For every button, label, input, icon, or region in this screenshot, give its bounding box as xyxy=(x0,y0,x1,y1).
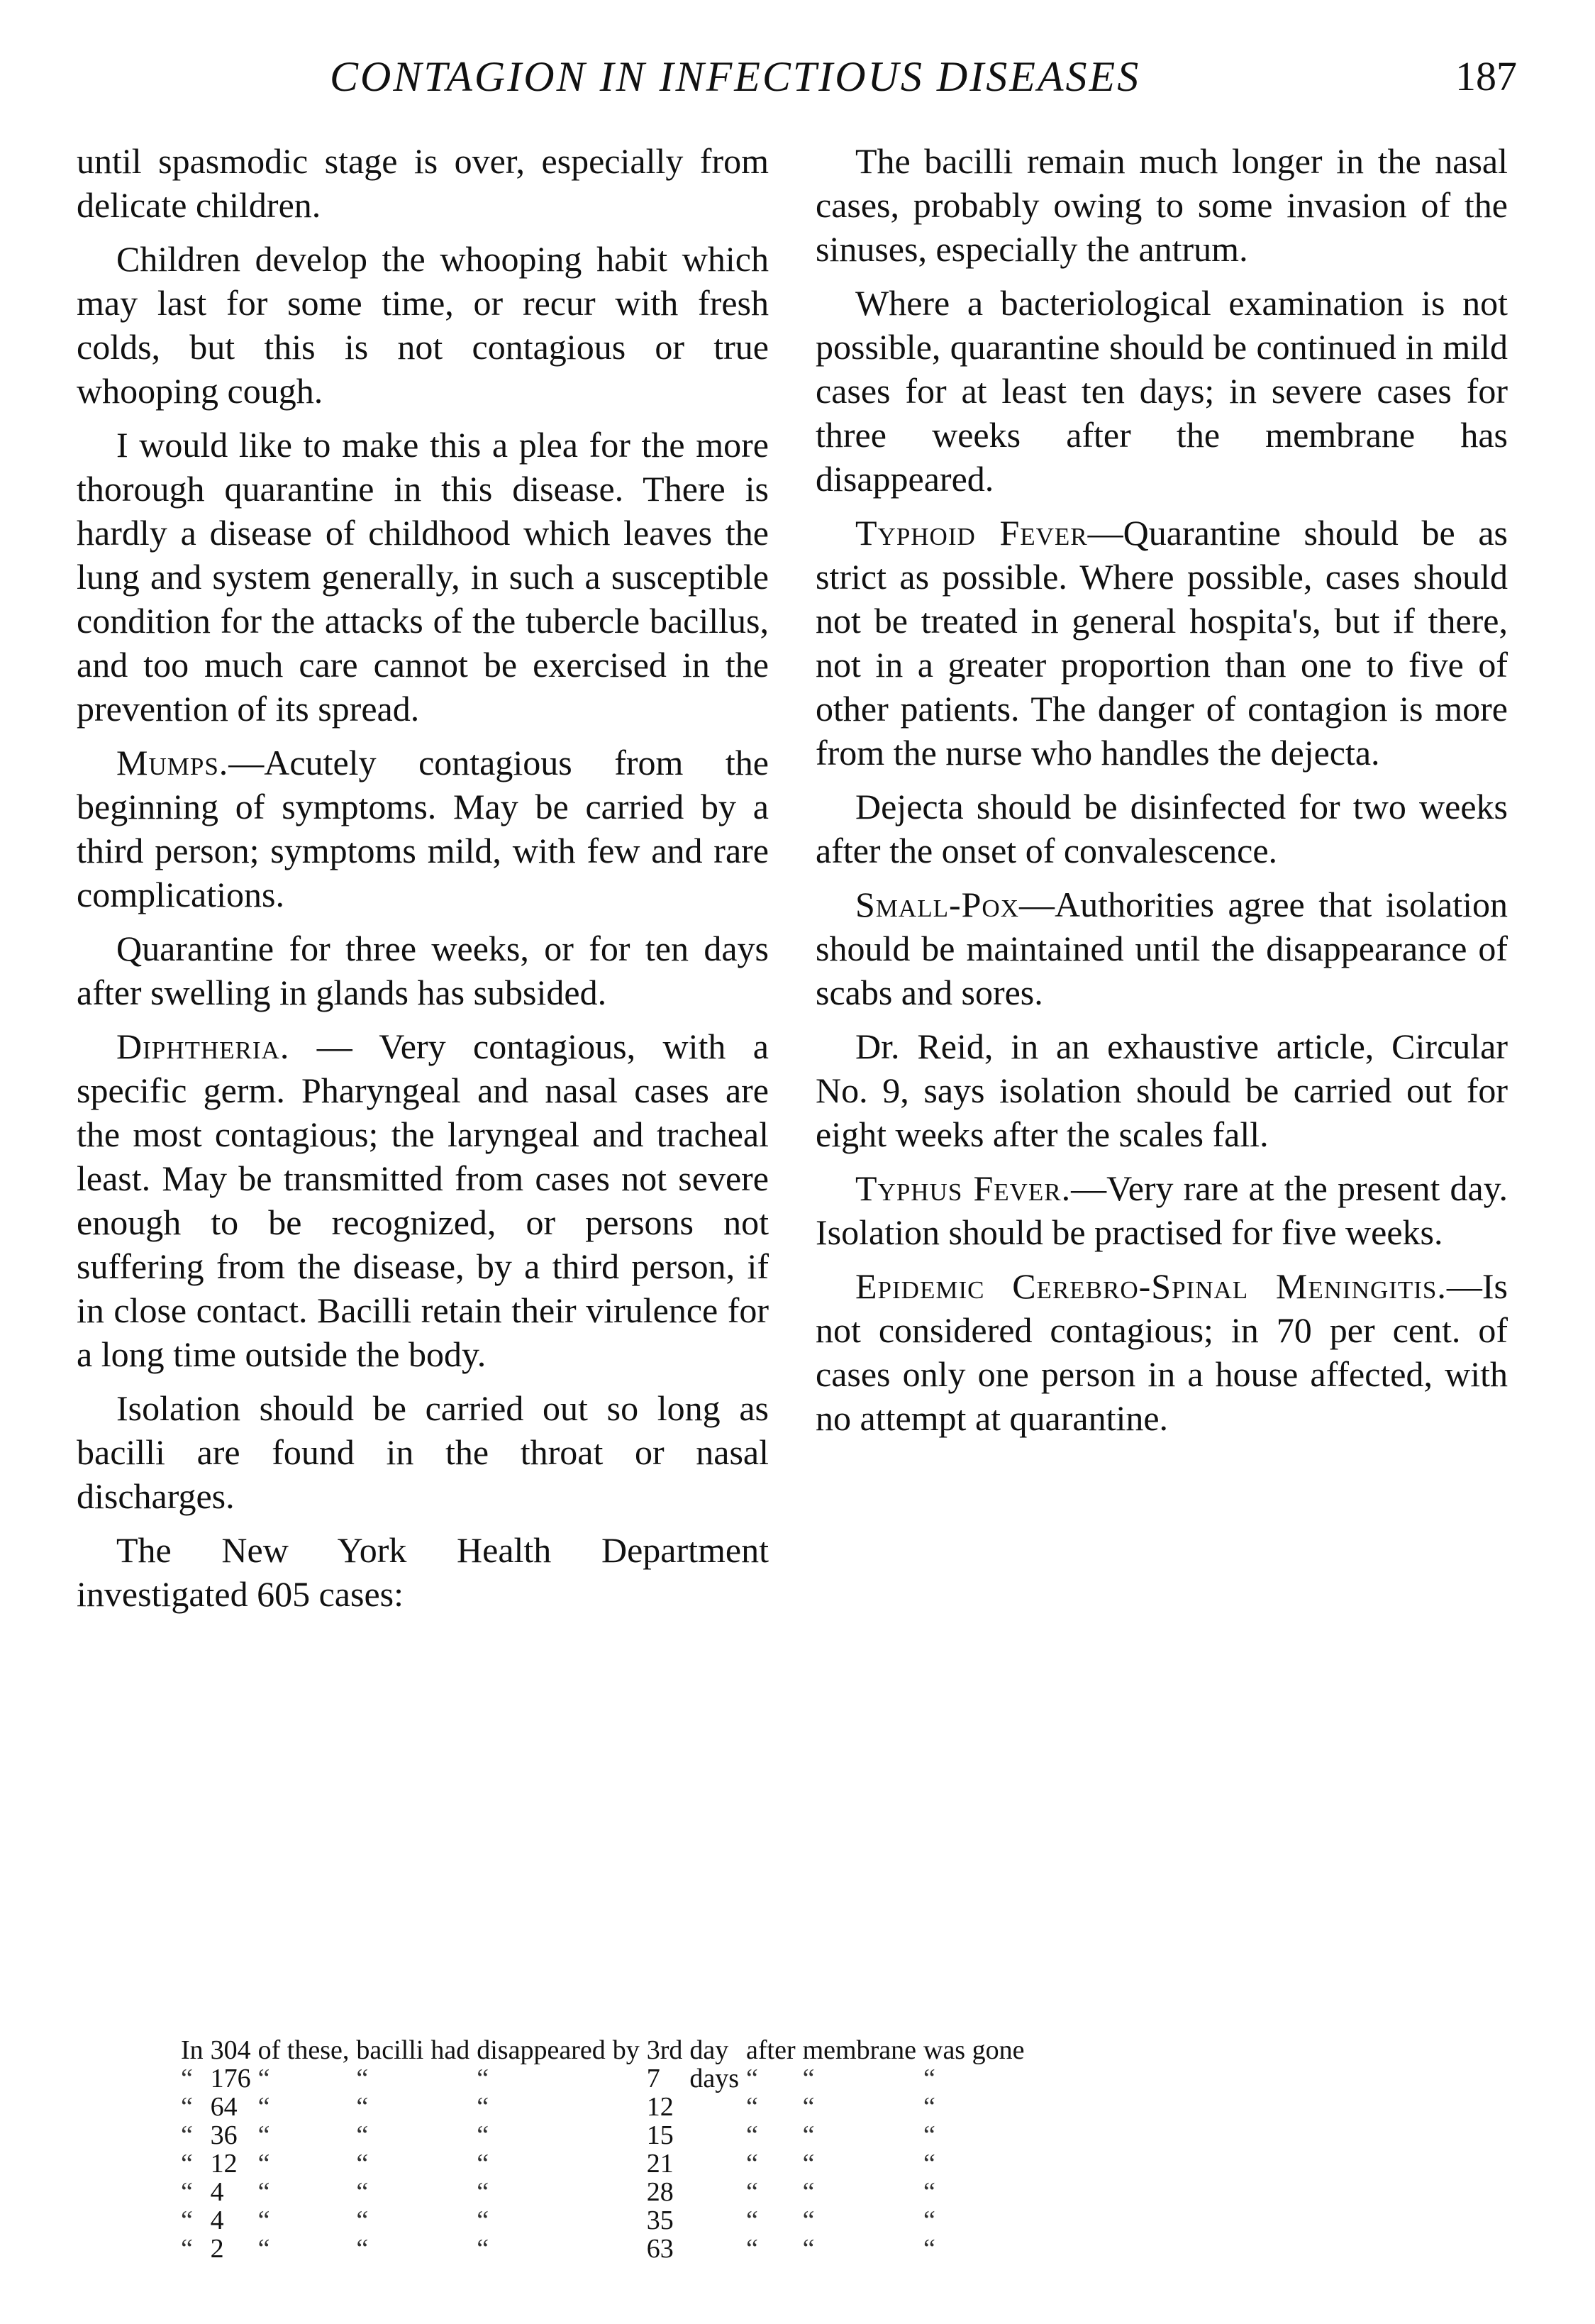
empty-cell xyxy=(430,2093,477,2121)
bacilli-table-grid xyxy=(181,2036,1031,2263)
table-header-cell: had xyxy=(430,2035,470,2065)
ditto-mark: “ xyxy=(356,2177,369,2207)
paragraph xyxy=(816,139,1508,271)
ditto-mark: “ xyxy=(257,2149,270,2179)
table-header-cell: 3rd xyxy=(646,2035,683,2065)
cases-count: 12 xyxy=(210,2149,238,2179)
ditto-mark: “ xyxy=(477,2064,489,2093)
ditto-mark: “ xyxy=(746,2177,758,2207)
paragraph xyxy=(77,1528,769,1616)
ditto-mark: “ xyxy=(746,2092,758,2122)
section-lead: Typhoid Fever xyxy=(855,513,1088,553)
right-column xyxy=(816,139,1508,1450)
ditto-mark: “ xyxy=(356,2149,369,2179)
table-header-cell: 304 xyxy=(210,2035,251,2065)
table-row xyxy=(181,2235,1031,2263)
bacilli-table xyxy=(181,2036,1443,2263)
ditto-mark: “ xyxy=(746,2120,758,2150)
ditto-mark: “ xyxy=(923,2206,935,2235)
ditto-mark: “ xyxy=(746,2206,758,2235)
paragraph xyxy=(816,785,1508,873)
paragraph-text: Isolation should be carried out so long as bacilli are found in the throat or nasal discharges. xyxy=(77,1388,769,1516)
cases-count: 2 xyxy=(210,2234,224,2264)
running-title: CONTAGION IN INFECTIOUS DISEASES xyxy=(330,53,1141,100)
day-value: 7 xyxy=(646,2064,660,2093)
paragraph-text: The bacilli remain much longer in the nasal cases, probably owing to some invasion of the sinuses, especially the antrum. xyxy=(816,141,1508,269)
ditto-mark: “ xyxy=(181,2149,193,2179)
ditto-mark: “ xyxy=(181,2064,193,2093)
ditto-mark: “ xyxy=(746,2064,758,2093)
ditto-mark: “ xyxy=(477,2206,489,2235)
cases-count: 176 xyxy=(210,2064,251,2093)
empty-cell xyxy=(613,2093,647,2121)
paragraph-text: — Very contagious, with a specific germ. Pharyngeal and nasal cases are the most contagious; the laryngeal and tracheal least. May be transmitted from cases not severe enough to be recognized, or persons not suffering from the disease, by a third person, if in close contact. Bacilli retain their virulence for a long time outside the body. xyxy=(77,1027,769,1374)
table-header-cell: disappeared xyxy=(477,2035,606,2065)
table-row xyxy=(181,2121,1031,2149)
empty-cell xyxy=(430,2064,477,2093)
section-lead: Small-Pox xyxy=(855,885,1019,924)
paragraph-text: The New York Health Department investigated 605 cases: xyxy=(77,1530,769,1614)
table-row xyxy=(181,2093,1031,2121)
paragraph xyxy=(77,237,769,413)
ditto-mark: “ xyxy=(746,2234,758,2264)
paragraph xyxy=(816,1166,1508,1254)
paragraph-text: —Acutely contagious from the beginning of symptoms. May be carried by a third person; symptoms mild, with few and rare complications. xyxy=(77,743,769,914)
paragraph xyxy=(77,1386,769,1518)
ditto-mark: “ xyxy=(802,2206,815,2235)
table-header-cell: was gone xyxy=(923,2035,1025,2065)
ditto-mark: “ xyxy=(477,2092,489,2122)
ditto-mark: “ xyxy=(181,2177,193,2207)
day-unit xyxy=(689,2093,746,2121)
paragraph-text: until spasmodic stage is over, especially from delicate children. xyxy=(77,141,769,225)
empty-cell xyxy=(430,2149,477,2178)
ditto-mark: “ xyxy=(923,2234,935,2264)
empty-cell xyxy=(613,2149,647,2178)
paragraph-text: —Quarantine should be as strict as possible. Where possible, cases should not be treated in general hospita's, but if there, not in a greater proportion than one to five of other patients. The danger of contagion is more from the nurse who handles the dejecta. xyxy=(816,513,1508,773)
paragraph xyxy=(816,281,1508,501)
empty-cell xyxy=(430,2178,477,2206)
ditto-mark: “ xyxy=(356,2064,369,2093)
ditto-mark: “ xyxy=(477,2149,489,2179)
day-value: 12 xyxy=(646,2092,674,2122)
paragraph xyxy=(77,926,769,1014)
paragraph-text: Where a bacteriological examination is not possible, quarantine should be continued in mild cases for at least ten days; in severe cases for three weeks after the membrane has disappeared. xyxy=(816,283,1508,499)
section-lead: Epidemic Cerebro-Spinal Meningitis. xyxy=(855,1266,1447,1306)
table-row xyxy=(181,2064,1031,2093)
ditto-mark: “ xyxy=(802,2092,815,2122)
day-unit xyxy=(689,2178,746,2206)
ditto-mark: “ xyxy=(923,2092,935,2122)
ditto-mark: “ xyxy=(477,2234,489,2264)
ditto-mark: “ xyxy=(802,2149,815,2179)
paragraph-text: —Very rare at the present day. Isolation should be practised for five weeks. xyxy=(816,1168,1508,1252)
day-value: 28 xyxy=(646,2177,674,2207)
ditto-mark: “ xyxy=(257,2092,270,2122)
ditto-mark: “ xyxy=(356,2092,369,2122)
paragraph xyxy=(816,1264,1508,1440)
ditto-mark: “ xyxy=(356,2206,369,2235)
ditto-mark: “ xyxy=(923,2064,935,2093)
table-header-cell: day xyxy=(689,2035,729,2065)
paragraph-text: Quarantine for three weeks, or for ten days after swelling in glands has subsided. xyxy=(77,929,769,1012)
day-value: 35 xyxy=(646,2206,674,2235)
empty-cell xyxy=(613,2121,647,2149)
ditto-mark: “ xyxy=(802,2234,815,2264)
day-value: 21 xyxy=(646,2149,674,2179)
table-header-cell: after xyxy=(746,2035,796,2065)
day-unit xyxy=(689,2149,746,2178)
section-lead: Mumps. xyxy=(116,743,229,782)
ditto-mark: “ xyxy=(746,2149,758,2179)
paragraph xyxy=(77,423,769,731)
paragraph-text: —Authorities agree that isolation should be maintained until the disappearance of scabs and sores. xyxy=(816,885,1508,1012)
empty-cell xyxy=(430,2206,477,2235)
ditto-mark: “ xyxy=(257,2206,270,2235)
day-unit xyxy=(689,2206,746,2235)
ditto-mark: “ xyxy=(923,2149,935,2179)
cases-count: 64 xyxy=(210,2092,238,2122)
ditto-mark: “ xyxy=(181,2120,193,2150)
page-number: 187 xyxy=(1455,53,1517,99)
table-header-cell: of these, xyxy=(257,2035,350,2065)
ditto-mark: “ xyxy=(257,2064,270,2093)
day-unit: days xyxy=(689,2064,740,2093)
ditto-mark: “ xyxy=(181,2206,193,2235)
table-header-row xyxy=(181,2036,1031,2064)
empty-cell xyxy=(613,2064,647,2093)
ditto-mark: “ xyxy=(477,2177,489,2207)
table-row xyxy=(181,2206,1031,2235)
ditto-mark: “ xyxy=(257,2120,270,2150)
ditto-mark: “ xyxy=(802,2064,815,2093)
paragraph xyxy=(816,511,1508,775)
empty-cell xyxy=(613,2178,647,2206)
empty-cell xyxy=(613,2235,647,2263)
cases-count: 4 xyxy=(210,2177,224,2207)
day-unit xyxy=(689,2235,746,2263)
paragraph-text: Dr. Reid, in an exhaustive article, Circular No. 9, says isolation should be carried out for eight weeks after the scales fall. xyxy=(816,1027,1508,1154)
ditto-mark: “ xyxy=(356,2234,369,2264)
table-row xyxy=(181,2178,1031,2206)
table-header-cell: by xyxy=(612,2035,640,2065)
table-header-cell: In xyxy=(181,2035,204,2065)
day-value: 63 xyxy=(646,2234,674,2264)
ditto-mark: “ xyxy=(181,2092,193,2122)
paragraph-text: Dejecta should be disinfected for two weeks after the onset of convalescence. xyxy=(816,787,1508,870)
paragraph xyxy=(77,139,769,227)
paragraph-text: —Is not considered contagious; in 70 per cent. of cases only one person in a house affected, with no attempt at quarantine. xyxy=(816,1266,1508,1438)
ditto-mark: “ xyxy=(802,2120,815,2150)
empty-cell xyxy=(430,2121,477,2149)
empty-cell xyxy=(430,2235,477,2263)
ditto-mark: “ xyxy=(477,2120,489,2150)
ditto-mark: “ xyxy=(257,2177,270,2207)
cases-count: 4 xyxy=(210,2206,224,2235)
empty-cell xyxy=(613,2206,647,2235)
ditto-mark: “ xyxy=(257,2234,270,2264)
paragraph xyxy=(816,1024,1508,1156)
paragraph xyxy=(77,1024,769,1376)
section-lead: Diphtheria. xyxy=(116,1027,290,1066)
day-unit xyxy=(689,2121,746,2149)
ditto-mark: “ xyxy=(923,2177,935,2207)
paragraph-text: Children develop the whooping habit which may last for some time, or recur with fresh colds, but this is not contagious or true whooping cough. xyxy=(77,239,769,411)
ditto-mark: “ xyxy=(923,2120,935,2150)
table-header-cell: membrane xyxy=(802,2035,916,2065)
paragraph xyxy=(816,882,1508,1014)
table-row xyxy=(181,2149,1031,2178)
cases-count: 36 xyxy=(210,2120,238,2150)
day-value: 15 xyxy=(646,2120,674,2150)
ditto-mark: “ xyxy=(181,2234,193,2264)
table-header-cell: bacilli xyxy=(356,2035,424,2065)
running-header xyxy=(78,52,1517,102)
left-column xyxy=(77,139,769,1626)
section-lead: Typhus Fever. xyxy=(855,1168,1072,1208)
ditto-mark: “ xyxy=(802,2177,815,2207)
ditto-mark: “ xyxy=(356,2120,369,2150)
paragraph xyxy=(77,741,769,917)
paragraph-text: I would like to make this a plea for the more thorough quarantine in this disease. There is hardly a disease of childhood which leaves the lung and system generally, in such a susceptible condition for the attacks of the tubercle bacillus, and too much care cannot be exercised in the prevention of its spread. xyxy=(77,425,769,729)
